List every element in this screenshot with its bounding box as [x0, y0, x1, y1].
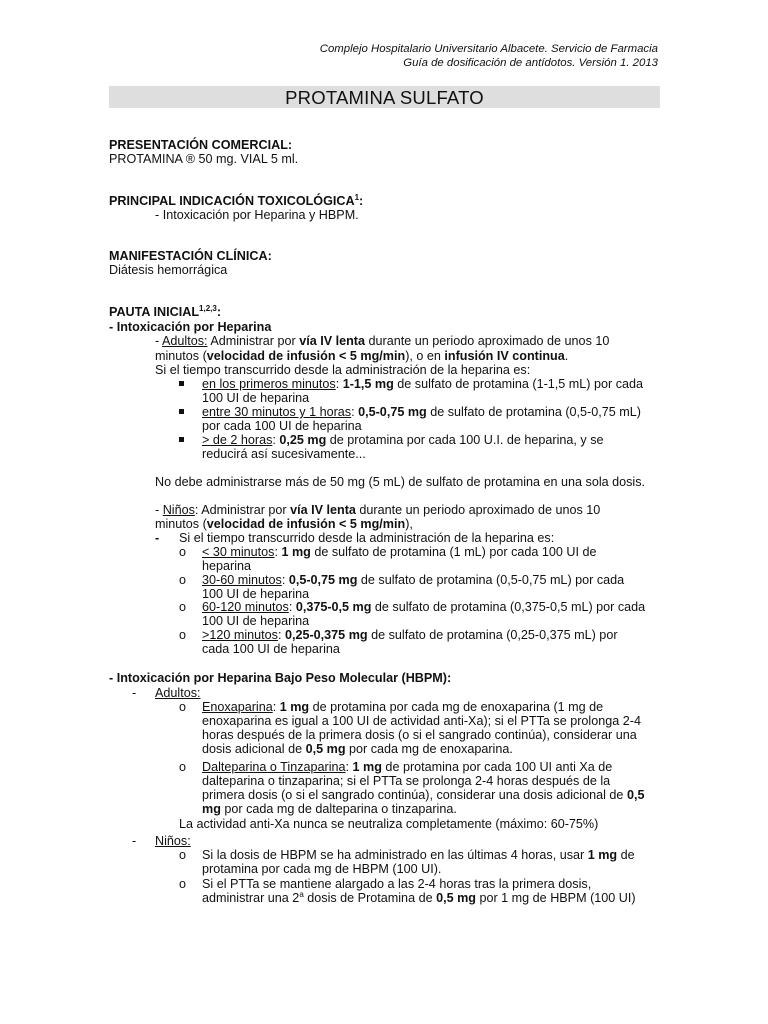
manifestacion-text: Diátesis hemorrágica	[109, 263, 228, 277]
list-item: 60-120 minutos: 0,375-0,5 mg de sulfato de protamina (0,375-0,5 mL) por cada	[202, 600, 646, 614]
dalteparina-line3: primera dosis (o si el sangrado continúa), considerar una dosis adicional de 0,5	[202, 788, 645, 802]
circle-bullet-icon: o	[179, 877, 187, 891]
circle-bullet-icon: o	[179, 760, 187, 774]
pauta-heading: PAUTA INICIAL$^{1,2,3}$:	[109, 304, 222, 319]
list-item: entre 30 minutos y 1 horas: 0,5-0,75 mg de sulfato de protamina (0,5-0,75 mL)	[202, 405, 641, 419]
heparina-ninos-intro: Si el tiempo transcurrido desde la administración de la heparina es:	[179, 531, 555, 545]
list-item-cont: 100 UI de heparina	[202, 587, 310, 601]
hbpm-heading: - Intoxicación por Heparina Bajo Peso Molecular (HBPM):	[109, 671, 452, 685]
presentacion-text: PROTAMINA ® 50 mg. VIAL 5 ml.	[109, 152, 299, 166]
dalteparina-line4: mg por cada mg de dalteparina o tinzaparina.	[202, 802, 457, 816]
square-bullet-icon	[179, 437, 184, 442]
header-institution: Complejo Hospitalario Universitario Albacete. Servicio de Farmacia	[319, 43, 658, 55]
dash-marker: -	[132, 686, 137, 700]
circle-bullet-icon: o	[179, 600, 187, 614]
dalteparina-line2: dalteparina o tinzaparina; si el PTTa se prolonga 2-4 horas después de la	[202, 774, 611, 788]
circle-bullet-icon: o	[179, 628, 187, 642]
circle-bullet-icon: o	[179, 848, 187, 862]
anti-xa-note: La actividad anti-Xa nunca se neutraliza completamente (máximo: 60-75%)	[179, 817, 599, 831]
enoxaparina-line3: horas después de la primera dosis (o si el sangrado continúa), considerar una	[202, 728, 637, 742]
list-item-cont: por cada 100 UI de heparina	[202, 419, 362, 433]
indicacion-item: - Intoxicación por Heparina y HBPM.	[155, 208, 359, 222]
manifestacion-heading: MANIFESTACIÓN CLÍNICA:	[109, 249, 272, 263]
hbpm-ninos-item2-cont: administrar una 2$^a$ dosis de Protamina de 0,5 mg por 1 mg de HBPM (100 UI)	[202, 890, 636, 905]
indicacion-heading: PRINCIPAL INDICACIÓN TOXICOLÓGICA$^1$:	[109, 193, 364, 208]
dash-marker: -	[132, 834, 137, 848]
list-item: < 30 minutos: 1 mg de sulfato de protamina (1 mL) por cada 100 UI de	[202, 545, 597, 559]
hbpm-ninos-item2: Si el PTTa se mantiene alargado a las 2-4 horas tras la primera dosis,	[202, 877, 592, 891]
presentacion-heading: PRESENTACIÓN COMERCIAL:	[109, 138, 293, 152]
circle-bullet-icon: o	[179, 545, 187, 559]
heparina-adultos-line2: minutos (velocidad de infusión < 5 mg/min), o en infusión IV continua.	[155, 349, 569, 363]
dalteparina-line1: Dalteparina o Tinzaparina: 1 mg de protamina por cada 100 UI anti Xa de	[202, 760, 613, 774]
list-item-cont: cada 100 UI de heparina	[202, 642, 340, 656]
enoxaparina-line2: enoxaparina es igual a 100 UI de actividad anti-Xa); si el PTTa se prolonga 2-4	[202, 714, 641, 728]
header-guide-version: Guía de dosificación de antídotos. Versión 1. 2013	[403, 57, 658, 69]
heparina-heading: - Intoxicación por Heparina	[109, 320, 272, 334]
list-item-cont: 100 UI de heparina	[202, 614, 310, 628]
heparina-adultos-line1: - Adultos: Administrar por vía IV lenta durante un periodo aproximado de unos 10	[155, 334, 610, 348]
list-item: >120 minutos: 0,25-0,375 mg de sulfato de protamina (0,25-0,375 mL) por	[202, 628, 618, 642]
enoxaparina-line4: dosis adicional de 0,5 mg por cada mg de enoxaparina.	[202, 742, 513, 756]
list-item-cont: reducirá así sucesivamente...	[202, 447, 366, 461]
list-item: 30-60 minutos: 0,5-0,75 mg de sulfato de protamina (0,5-0,75 mL) por cada	[202, 573, 625, 587]
dash-marker: -	[155, 531, 160, 545]
list-item-cont: 100 UI de heparina	[202, 391, 310, 405]
hbpm-adultos-label: Adultos:	[155, 686, 201, 700]
square-bullet-icon	[179, 409, 184, 414]
circle-bullet-icon: o	[179, 573, 187, 587]
square-bullet-icon	[179, 381, 184, 386]
max-dose-note: No debe administrarse más de 50 mg (5 mL) de sulfato de protamina en una sola dosis.	[155, 475, 646, 489]
list-item: > de 2 horas: 0,25 mg de protamina por cada 100 U.I. de heparina, y se	[202, 433, 604, 447]
hbpm-ninos-item1-cont: protamina por cada mg de HBPM (100 UI).	[202, 862, 442, 876]
heparina-adultos-intro: Si el tiempo transcurrido desde la administración de la heparina es:	[155, 363, 531, 377]
hbpm-ninos-item1: Si la dosis de HBPM se ha administrado en las últimas 4 horas, usar 1 mg de	[202, 848, 635, 862]
enoxaparina-line1: Enoxaparina: 1 mg de protamina por cada mg de enoxaparina (1 mg de	[202, 700, 604, 714]
registered-icon: ®	[185, 152, 196, 166]
list-item-cont: heparina	[202, 559, 252, 573]
circle-bullet-icon: o	[179, 700, 187, 714]
hbpm-ninos-label: Niños:	[155, 834, 191, 848]
heparina-ninos-line2: minutos (velocidad de infusión < 5 mg/min),	[155, 517, 413, 531]
page-title: PROTAMINA SULFATO	[109, 86, 660, 108]
list-item: en los primeros minutos: 1-1,5 mg de sulfato de protamina (1-1,5 mL) por cada	[202, 377, 644, 391]
heparina-ninos-line1: - Niños: Administrar por vía IV lenta durante un periodo aproximado de unos 10	[155, 503, 601, 517]
